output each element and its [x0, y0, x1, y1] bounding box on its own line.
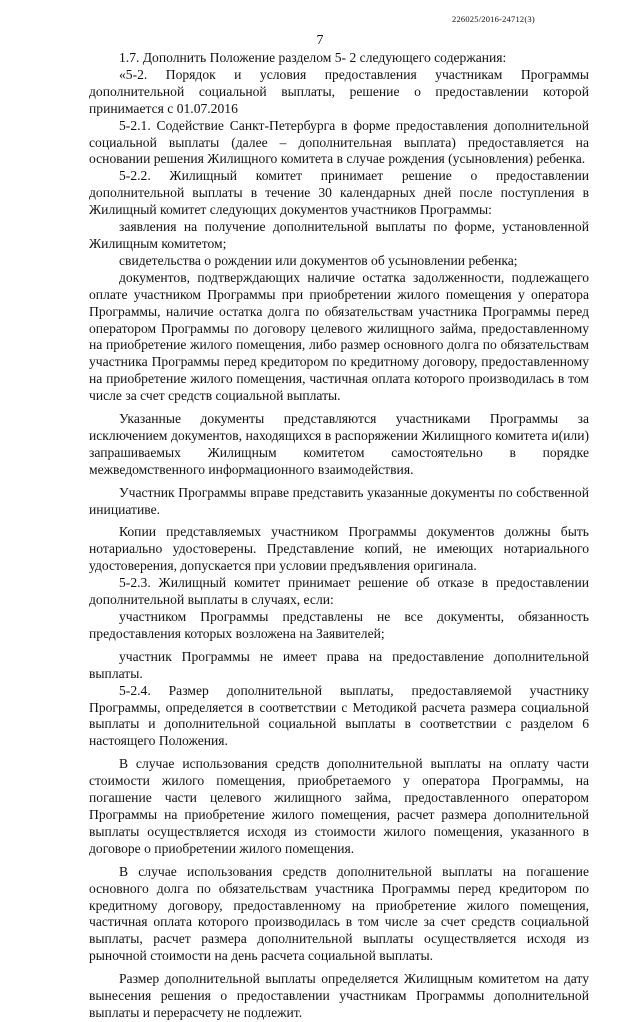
paragraph: Участник Программы вправе представить указанные документы по собственной инициативе. — [89, 484, 589, 517]
document-number: 226025/2016-24712(3) — [452, 14, 535, 24]
paragraph: В случае использования средств дополнительной выплаты на оплату части стоимости жилого помещения, приобретаемого у оператора Программы, на погашение части целевого жилищного займа, предоставленного оператором Программы на приобретение жилого помещения, расчет размера дополнительной выплаты осуществляется исходя из стоимости жилого помещения, указанного в договоре о приобретении жилого помещения. — [89, 756, 589, 856]
paragraph: участник Программы не имеет права на предоставление дополнительной выплаты. — [89, 648, 589, 681]
paragraph: Указанные документы представляются участниками Программы за исключением документов, находящихся в распоряжении Жилищного комитета и(или) запрашиваемых Жилищным комитетом самостоятельно в порядке межведомственного информационного взаимодействия. — [89, 411, 589, 477]
paragraph: участником Программы представлены не все документы, обязанность предоставления которых возложена на Заявителей; — [89, 609, 589, 641]
page-number: 7 — [316, 33, 324, 48]
paragraph: 5-2.2. Жилищный комитет принимает решение о предоставлении дополнительной выплаты в течение 30 календарных дней после поступления в Жилищный комитет следующих документов участников Программы: — [89, 168, 589, 218]
paragraph: 5-2.4. Размер дополнительной выплаты, предоставляемой участнику Программы, определяется в соответствии с Методикой расчета размера социальной выплаты и дополнительной социальной выплаты в соответствии с разделом 6 настоящего Положения. — [89, 682, 589, 749]
paragraph: 1.7. Дополнить Положение разделом 5- 2 следующего содержания: — [119, 50, 507, 65]
paragraph: 5-2.1. Содействие Санкт-Петербурга в форме предоставления дополнительной социальной выплаты (далее – дополнительная выплата) предоставляется на основании решения Жилищного комитета в случае рождения (усыновления) ребенка. — [89, 117, 589, 167]
paragraph: Копии представляемых участником Программы документов должны быть нотариально удостоверены. Представление копий, не имеющих нотариального удостоверения, допускается при условии предъявления оригинала. — [89, 524, 589, 574]
paragraph: 5-2.3. Жилищный комитет принимает решение об отказе в предоставлении дополнительной выплаты в случаях, если: — [89, 575, 589, 608]
paragraph: документов, подтверждающих наличие остатка задолженности, подлежащего оплате участником Программы при приобретении жилого помещения у оператора Программы, наличие остатка долга по обязательствам участника Программы перед оператором Программы по договору целевого жилищного займа, предоставленному на приобретение жилого помещения, либо размер основного долга по обязательствам участника Программы перед кредитором по кредитному договору, предоставленному на приобретение жилого помещения, частичная оплата которого производилась в том числе за счет средств социальной выплаты. — [89, 269, 589, 404]
paragraph: свидетельства о рождении или документов об усыновлении ребенка; — [119, 252, 518, 268]
document-body — [89, 50, 589, 1022]
paragraph: заявления на получение дополнительной выплаты по форме, установленной Жилищным комитетом; — [89, 219, 589, 251]
paragraph: Размер дополнительной выплаты определяется Жилищным комитетом на дату вынесения решения о предоставлении участникам Программы дополнительной выплаты и перерасчету не подлежит. — [89, 971, 589, 1020]
paragraph: В случае использования средств дополнительной выплаты на погашение основного долга по обязательствам участника Программы перед кредитором по кредитному договору, предоставленному на приобретение жилого помещения, частичная оплата которого производилась в том числе за счет средств социальной выплаты, расчет размера дополнительной выплаты осуществляется исходя из рыночной стоимости на день расчета социальной выплаты. — [89, 863, 589, 964]
paragraph: «5-2. Порядок и условия предоставления участникам Программы дополнительной социальной выплаты, решение о предоставлении которой принимается с 01.07.2016 — [89, 66, 589, 116]
